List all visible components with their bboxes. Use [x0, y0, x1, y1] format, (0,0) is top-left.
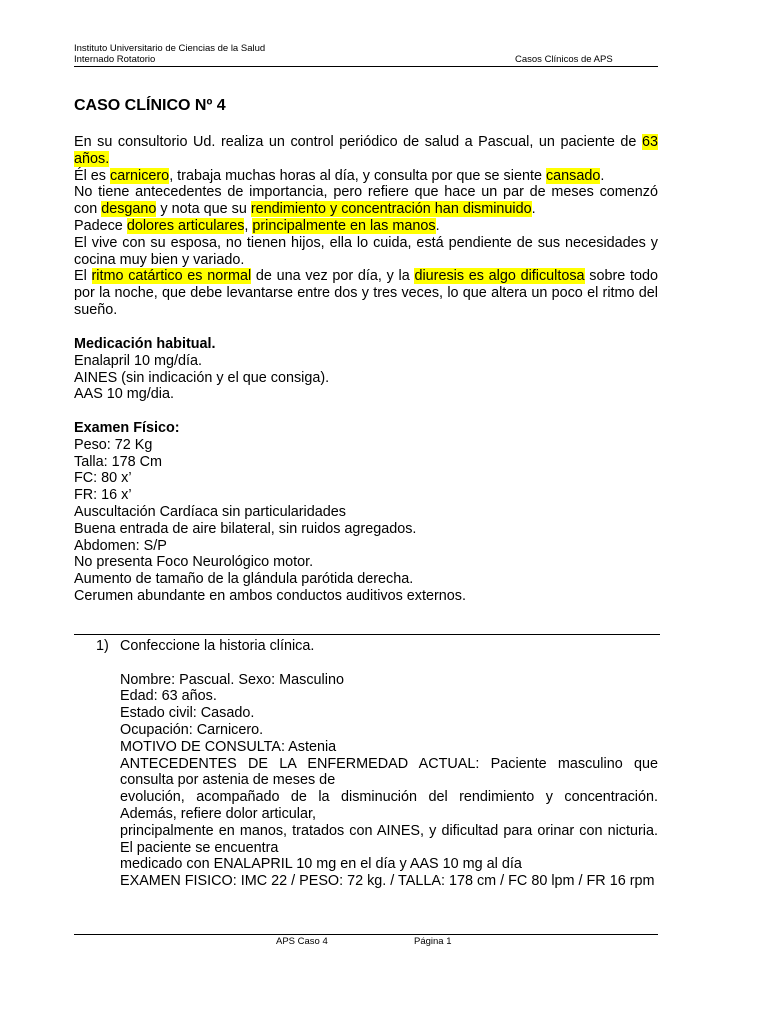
footer-page: Página 1 [414, 936, 452, 947]
blank-line [120, 655, 658, 672]
case-paragraph-3: No tiene antecedentes de importancia, pero refiere que hace un par de meses comenzó con desgano y nota que su rendimiento y concentración han disminuido. [74, 184, 658, 218]
answer-antecedentes: ANTECEDENTES DE LA ENFERMEDAD ACTUAL: Paciente masculino que consulta por astenia de meses de [120, 755, 658, 789]
case-paragraph-1: En su consultorio Ud. realiza un control periódico de salud a Pascual, un paciente de 63 años. [74, 134, 658, 167]
exam-item: No presenta Foco Neurológico motor. [74, 554, 314, 571]
answer-line: Ocupación: Carnicero. [120, 721, 264, 738]
medication-heading: Medicación habitual. [74, 336, 216, 352]
case-paragraph-4: Padece dolores articulares, principalmente en las manos. [74, 217, 440, 234]
medication-item: AAS 10 mg/dia. [74, 386, 174, 403]
exam-item: FC: 80 x’ [74, 470, 132, 487]
case-paragraph-5: El vive con su esposa, no tienen hijos, ella lo cuida, está pendiente de sus necesidades y cocina muy bien y variado. [74, 234, 658, 268]
medication-item: AINES (sin indicación y el que consiga). [74, 369, 330, 386]
answer-antecedentes: evolución, acompañado de la disminución del rendimiento y concentración. Además, refiere dolor articular, [120, 789, 658, 822]
medication-item: Enalapril 10 mg/día. [74, 352, 202, 369]
case-narrative [74, 134, 658, 319]
header-rule [74, 66, 658, 67]
exam-item: Abdomen: S/P [74, 537, 167, 554]
section-rule [74, 634, 424, 635]
exam-item: Auscultación Cardíaca sin particularidades [74, 503, 346, 520]
footer-left: APS Caso 4 [276, 936, 328, 947]
medication-section [74, 336, 658, 403]
exam-section [74, 420, 658, 605]
answer-antecedentes: medicado con ENALAPRIL 10 mg en el día y AAS 10 mg al día [120, 856, 522, 873]
answer-section [120, 638, 658, 890]
header-institution: Instituto Universitario de Ciencias de la Salud [74, 43, 266, 54]
case-paragraph-2: Él es carnicero, trabaja muchas horas al día, y consulta por que se siente cansado. [74, 167, 605, 184]
question-number: 1) [96, 638, 109, 654]
answer-line: Estado civil: Casado. [120, 705, 255, 722]
exam-item: Aumento de tamaño de la glándula parótida derecha. [74, 571, 414, 588]
question-text: Confeccione la historia clínica. [120, 638, 315, 654]
answer-antecedentes: principalmente en manos, tratados con AINES, y dificultad para orinar con nicturia. El paciente se encuentra [120, 822, 658, 856]
answer-line: Nombre: Pascual. Sexo: Masculino [120, 671, 344, 688]
case-paragraph-6: El ritmo catártico es normal de una vez por día, y la diuresis es algo dificultosa sobre todo por la noche, que debe levantarse entre dos y tres veces, lo que altera un poco el ritmo del sueño. [74, 268, 658, 318]
section-rule [424, 634, 660, 635]
answer-line: MOTIVO DE CONSULTA: Astenia [120, 738, 337, 755]
answer-examen: EXAMEN FISICO: IMC 22 / PESO: 72 kg. / TALLA: 178 cm / FC 80 lpm / FR 16 rpm [120, 873, 655, 890]
header-program: Internado Rotatorio [74, 54, 156, 65]
answer-line: Edad: 63 años. [120, 688, 217, 705]
exam-item: Cerumen abundante en ambos conductos auditivos externos. [74, 587, 466, 604]
footer-rule [74, 934, 658, 935]
exam-item: Talla: 178 Cm [74, 453, 162, 470]
header-right: Casos Clínicos de APS [515, 54, 613, 65]
page-title: CASO CLÍNICO Nº 4 [74, 97, 226, 114]
exam-item: Peso: 72 Kg [74, 436, 153, 453]
exam-item: FR: 16 x’ [74, 487, 132, 504]
exam-heading: Examen Físico: [74, 420, 180, 436]
exam-item: Buena entrada de aire bilateral, sin ruidos agregados. [74, 520, 417, 537]
